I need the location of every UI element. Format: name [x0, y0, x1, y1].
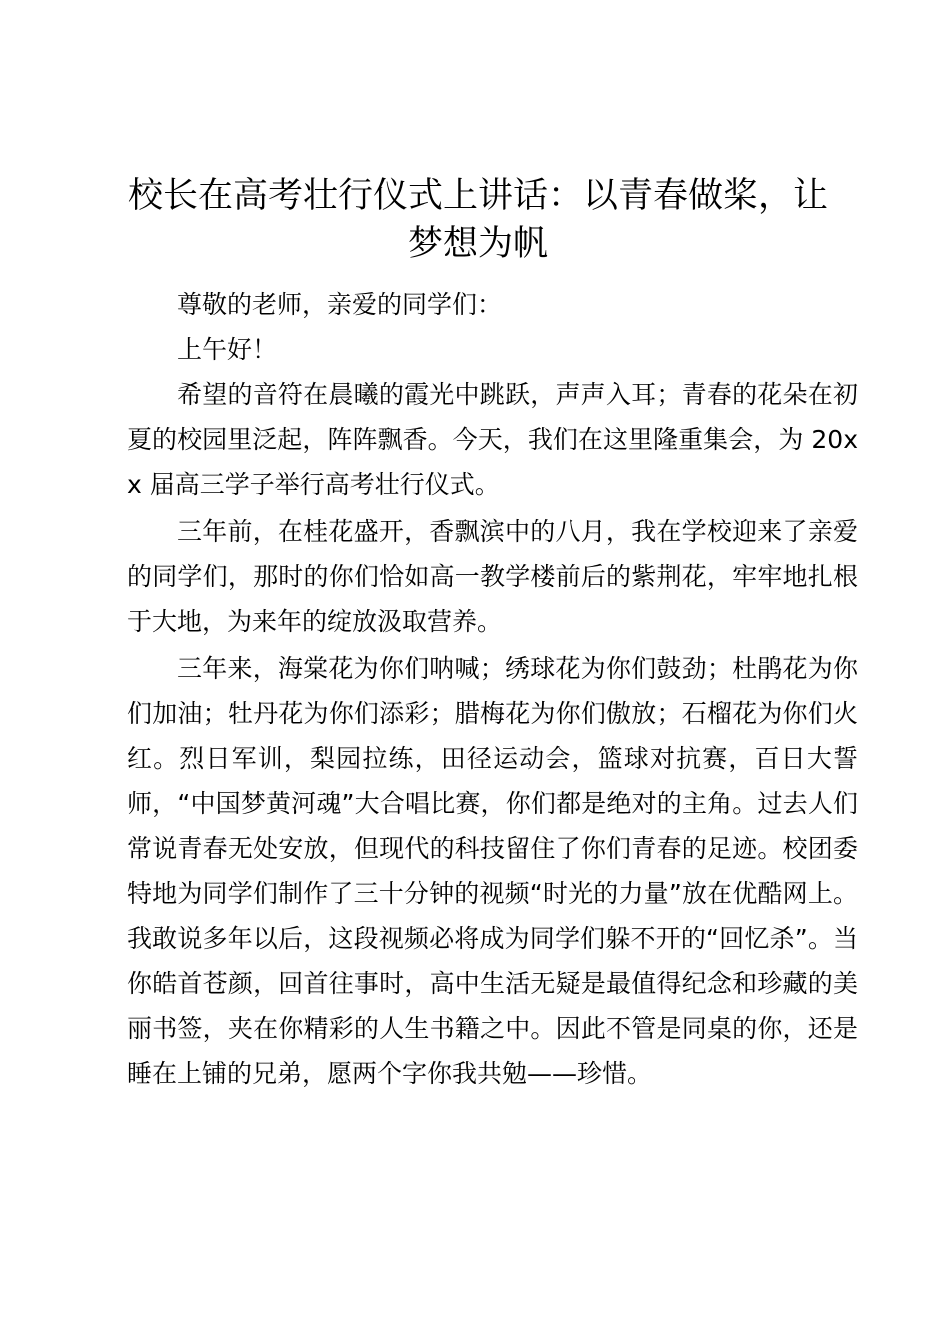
paragraph-2: 三年前，在桂花盛开，香飘滨中的八月，我在学校迎来了亲爱的同学们，那时的你们恰如高一教学楼前后的紫荆花，牢牢地扎根于大地，为来年的绽放汲取营养。: [127, 517, 858, 636]
document-body: [127, 282, 858, 1098]
page-title: 校长在高考壮行仪式上讲话：以青春做桨，让梦想为帆: [127, 176, 828, 264]
greeting: 上午好！: [177, 335, 278, 364]
paragraph-1: 希望的音符在晨曦的霞光中跳跃，声声入耳；青春的花朵在初夏的校园里泛起，阵阵飘香。今天，我们在这里隆重集会，为 20xx 届高三学子举行高考壮行仪式。: [127, 380, 858, 499]
paragraph-3: 三年来，海棠花为你们呐喊；绣球花为你们鼓劲；杜鹃花为你们加油；牡丹花为你们添彩；腊梅花为你们傲放；石榴花为你们火红。烈日军训，梨园拉练，田径运动会，篮球对抗赛，百日大誓师，“中国梦黄河魂”大合唱比赛，你们都是绝对的主角。过去人们常说青春无处安放，但现代的科技留住了你们青春的足迹。校团委特地为同学们制作了三十分钟的视频“时光的力量”放在优酷网上。我敢说多年以后，这段视频必将成为同学们躲不开的“回忆杀”。当你皓首苍颜，回首往事时，高中生活无疑是最值得纪念和珍藏的美丽书签，夹在你精彩的人生书籍之中。因此不管是同桌的你，还是睡在上铺的兄弟，愿两个字你我共勉——珍惜。: [127, 654, 858, 1088]
salutation: 尊敬的老师，亲爱的同学们：: [177, 290, 503, 319]
